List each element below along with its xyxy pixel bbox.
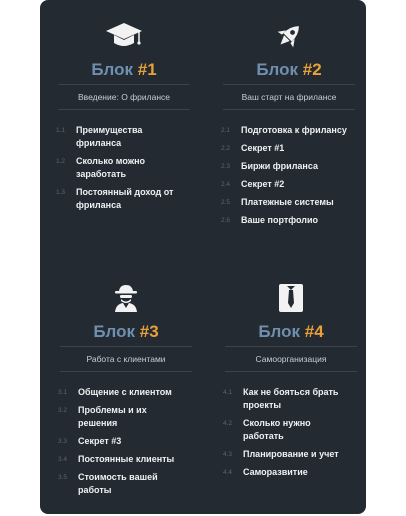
item-text: Ваше портфолио [241, 215, 319, 225]
item-index: 1.2 [56, 158, 66, 165]
block-title-word: Блок [93, 322, 136, 341]
item-index: 4.3 [223, 451, 233, 458]
item-text: Планирование и учет [243, 449, 339, 459]
block-3 [52, 278, 200, 502]
block-subtitle: Ваш старт на фрилансе [223, 84, 355, 110]
item-text: Секрет #3 [78, 436, 122, 446]
item-text: Преимущества фриланса [76, 125, 143, 148]
list-item [52, 435, 200, 448]
item-text: Постоянные клиенты [78, 454, 175, 464]
block-items-list [50, 124, 198, 212]
list-item [50, 186, 198, 212]
item-index: 2.1 [221, 127, 231, 134]
block-title [52, 320, 200, 344]
graduation-cap-icon [50, 16, 198, 56]
rocket-icon [215, 16, 363, 56]
item-text: Сколько можно заработать [76, 156, 146, 179]
list-item [217, 466, 365, 479]
list-item [215, 196, 363, 209]
block-title-word: Блок [258, 322, 301, 341]
item-index: 2.6 [221, 217, 231, 224]
item-text: Секрет #1 [241, 143, 285, 153]
list-item [217, 448, 365, 461]
item-text: Общение с клиентом [78, 387, 172, 397]
block-subtitle: Самоорганизация [225, 346, 357, 372]
item-text: Постоянный доход от фриланса [76, 187, 174, 210]
item-text: Сколько нужно работать [243, 418, 311, 441]
block-items-list [217, 386, 365, 479]
block-2 [215, 16, 363, 232]
list-item [215, 160, 363, 173]
list-item [217, 386, 365, 412]
spy-agent-icon [52, 278, 200, 318]
list-item [52, 404, 200, 430]
item-text: Секрет #2 [241, 179, 285, 189]
list-item [217, 417, 365, 443]
tie-icon [217, 278, 365, 318]
list-item [215, 142, 363, 155]
item-index: 3.4 [58, 456, 68, 463]
item-text: Проблемы и их решения [78, 405, 147, 428]
item-index: 4.1 [223, 389, 233, 396]
item-index: 4.2 [223, 420, 233, 427]
block-items-list [52, 386, 200, 497]
list-item [52, 471, 200, 497]
item-text: Стоимость вашей работы [78, 472, 158, 495]
block-title [50, 58, 198, 82]
item-index: 1.3 [56, 189, 66, 196]
list-item [215, 214, 363, 227]
block-subtitle: Работа с клиентами [60, 346, 192, 372]
item-index: 1.1 [56, 127, 66, 134]
block-subtitle: Введение: О фрилансе [58, 84, 190, 110]
block-title-number: #3 [139, 322, 159, 341]
block-title-number: #4 [304, 322, 324, 341]
item-index: 4.4 [223, 469, 233, 476]
item-index: 3.1 [58, 389, 68, 396]
block-title-number: #1 [137, 60, 157, 79]
block-1 [50, 16, 198, 217]
item-index: 2.3 [221, 163, 231, 170]
block-title-word: Блок [91, 60, 134, 79]
item-text: Как не бояться брать проекты [243, 387, 339, 410]
item-index: 2.2 [221, 145, 231, 152]
list-item [50, 155, 198, 181]
item-text: Биржи фриланса [241, 161, 318, 171]
block-title-number: #2 [302, 60, 322, 79]
block-title [215, 58, 363, 82]
item-text: Подготовка к фрилансу [241, 125, 347, 135]
list-item [215, 178, 363, 191]
item-index: 2.5 [221, 199, 231, 206]
item-text: Саморазвитие [243, 467, 308, 477]
course-program-card [40, 0, 366, 514]
block-title-word: Блок [256, 60, 299, 79]
block-items-list [215, 124, 363, 227]
list-item [50, 124, 198, 150]
list-item [52, 453, 200, 466]
list-item [52, 386, 200, 399]
block-title [217, 320, 365, 344]
item-index: 2.4 [221, 181, 231, 188]
block-4 [217, 278, 365, 484]
item-index: 3.5 [58, 474, 68, 481]
item-index: 3.3 [58, 438, 68, 445]
list-item [215, 124, 363, 137]
item-text: Платежные системы [241, 197, 334, 207]
item-index: 3.2 [58, 407, 68, 414]
